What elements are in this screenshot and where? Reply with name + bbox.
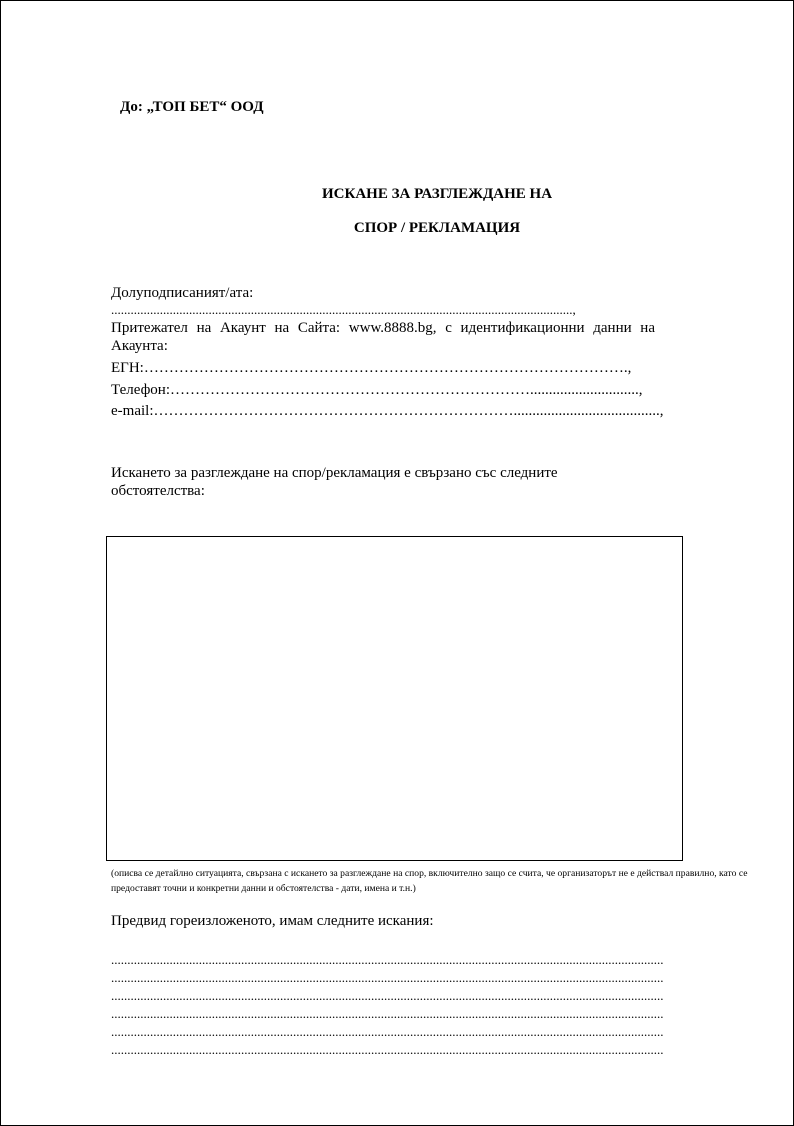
account-holder-line: Притежател на Акаунт на Сайта: www.8888.bg, с идентификационни данни на xyxy=(111,320,655,336)
demand-line: .......................................................................................................................................................................... xyxy=(111,1025,664,1039)
document-title-line-2: СПОР / РЕКЛАМАЦИЯ xyxy=(353,220,521,236)
demand-line: .......................................................................................................................................................................... xyxy=(111,953,664,967)
email-field: e-mail:………………………………………………………………......................................., xyxy=(111,403,664,419)
document-title-line-1: ИСКАНЕ ЗА РАЗГЛЕЖДАНЕ НА xyxy=(321,186,553,202)
demands-heading: Предвид гореизложеното, имам следните искания: xyxy=(111,913,434,929)
demand-line: .......................................................................................................................................................................... xyxy=(111,971,664,985)
circumstances-text: Искането за разглеждане на спор/рекламация е свързано със следните обстоятелства: xyxy=(111,465,558,499)
demand-line: .......................................................................................................................................................................... xyxy=(111,989,664,1003)
account-label: Акаунта: xyxy=(111,338,168,354)
addressee: До: „ТОП БЕТ“ ООД xyxy=(120,99,264,115)
circumstances-box[interactable] xyxy=(106,536,683,861)
undersigned-label: Долуподписаният/ата: xyxy=(111,285,254,301)
phone-field: Телефон:………………………………………………………………............................., xyxy=(111,382,643,398)
box-instruction-note: (описва се детайлно ситуацията, свързана с искането за разглеждане на спор, включително защо се счита, че организаторът не е действал правилно, като се предоставят точни и конкретни данни и обстоятелства - дати, имена и т.н.) xyxy=(111,868,748,894)
demand-line: .......................................................................................................................................................................... xyxy=(111,1043,664,1057)
demand-line: .......................................................................................................................................................................... xyxy=(111,1007,664,1021)
egn-field: ЕГН:……………………………………………………………………………………., xyxy=(111,360,632,376)
undersigned-dotted-line: .............................................................................................................................................., xyxy=(111,303,576,317)
